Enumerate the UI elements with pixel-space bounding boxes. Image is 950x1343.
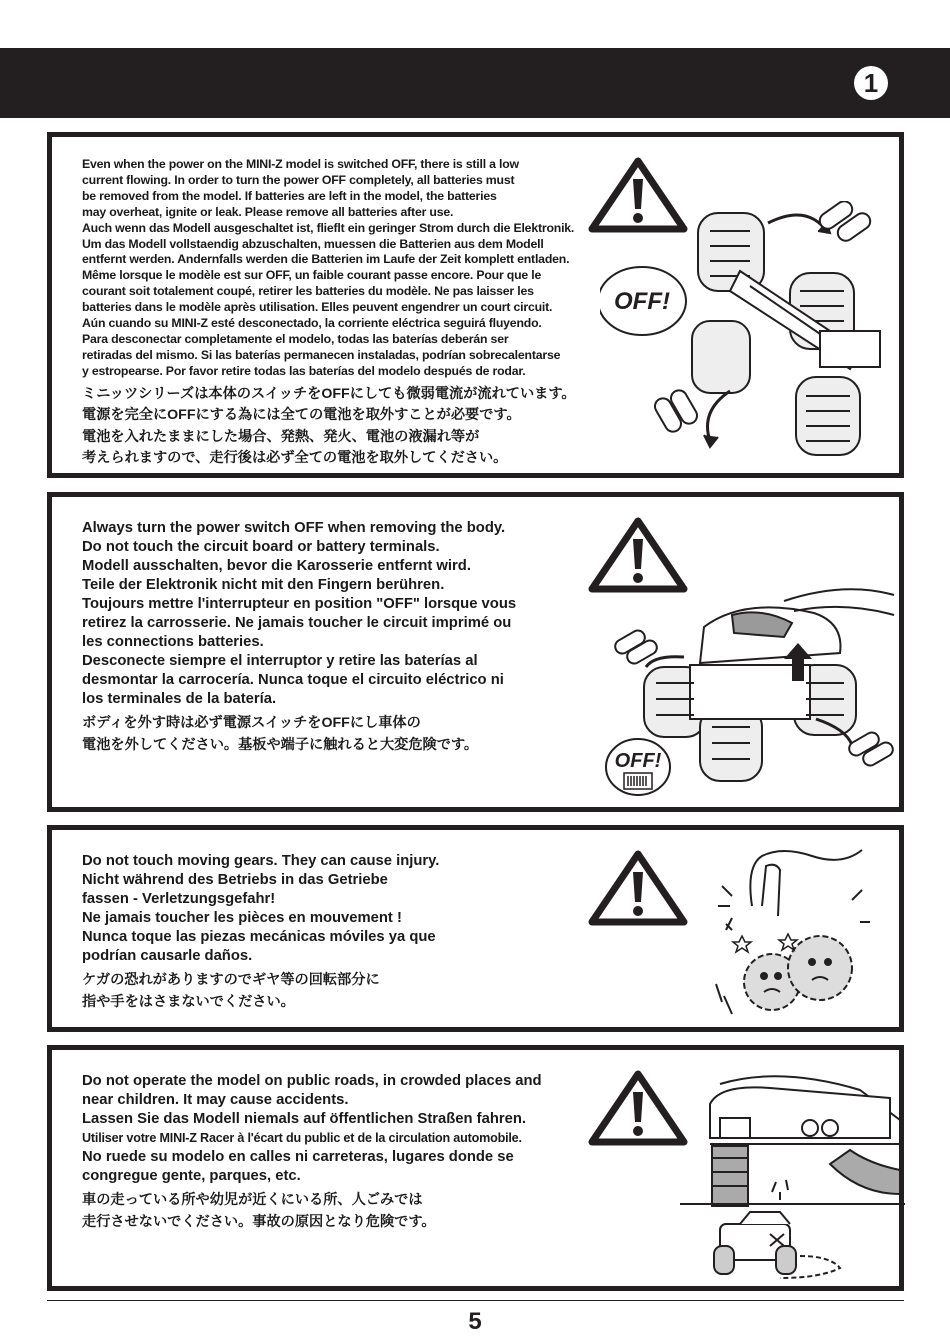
paragraph-english: Even when the power on the MINI-Z model is switched OFF, there is still a low current flowing. In order to turn the power OFF completely, all batteries must be removed from the model. If batteries are left in the model, the batteries may overheat, ignite or leak. Please remove all batteries after use.: [82, 157, 519, 219]
paragraph-spanish: No ruede su modelo en calles ni carreteras, lugares donde se congregue gente, parques, etc.: [82, 1149, 514, 1184]
panel-text: [82, 157, 622, 470]
page-number: 5: [468, 1308, 482, 1335]
paragraph-japanese: ボディを外す時は必ず電源スイッチをOFFにし車体の 電池を外してください。基板や端子に触れると大変危険です。: [82, 715, 479, 753]
paragraph-english: Do not touch moving gears. They can cause injury.: [82, 853, 440, 869]
paragraph-spanish: Aún cuando su MINI-Z esté desconectado, la corriente eléctrica seguirá fluyendo. Para desconectar completamente el modelo, todas las baterías deberán ser retiradas del mismo. Si las baterías permanecen instaladas, podrían sobrecalentarse y estropearse. Por favor retire todas las baterías del modelo después de rodar.: [82, 316, 561, 378]
paragraph-english: Always turn the power switch OFF when removing the body. Do not touch the circuit board or battery terminals.: [82, 520, 506, 555]
hand-removing-body-illustration: [604, 587, 904, 802]
warning-triangle-icon: [586, 848, 690, 928]
header-bar: [0, 48, 950, 118]
paragraph-german: Lassen Sie das Modell niemals auf öffentlichen Straßen fahren.: [82, 1111, 527, 1127]
finger-gears-illustration: [712, 846, 872, 1026]
paragraph-japanese: ケガの恐れがありますのでギヤ等の回転部分に 指や手をはさまないでください。: [82, 972, 380, 1010]
warning-triangle-icon: [586, 1068, 690, 1148]
paragraph-spanish: Desconecte siempre el interruptor y retire las baterías al desmontar la carrocería. Nunca toque el circuito eléctrico ni los terminales de la batería.: [82, 653, 504, 707]
monster-truck-chassis-illustration: [600, 201, 900, 471]
paragraph-french: Ne jamais toucher les pièces en mouvement !: [82, 910, 402, 926]
paragraph-spanish: Nunca toque las piezas mecánicas móviles ya que podrían causarle daños.: [82, 929, 436, 964]
paragraph-french: Toujours mettre l'interrupteur en position "OFF" lorsque vous retirez la carrosserie. Ne jamais toucher le circuit imprimé ou les connections batteries.: [82, 596, 517, 650]
paragraph-german: Modell ausschalten, bevor die Karosserie entfernt wird. Teile der Elektronik nicht mit den Fingern berühren.: [82, 558, 471, 593]
warning-panel-body-removal: [47, 492, 904, 812]
paragraph-french: Même lorsque le modèle est sur OFF, un faible courant passe encore. Pour que le courant soit totalement coupé, retirer les batteries du modèle. Ne pas laisser les batteries dans le modèle après utilisation. Elles peuvent engendrer un court circuit.: [82, 268, 553, 315]
paragraph-english: Do not operate the model on public roads, in crowded places and near children. It may cause accidents.: [82, 1073, 542, 1108]
warning-triangle-icon: [586, 515, 690, 595]
off-label: OFF!: [614, 750, 662, 772]
off-label: OFF!: [614, 288, 670, 315]
panel-text: [82, 519, 602, 756]
step-number-badge: 1: [854, 66, 888, 100]
warning-panel-public-roads: [47, 1045, 904, 1291]
footer-rule: [47, 1300, 904, 1301]
panel-text: [82, 1072, 602, 1233]
panel-text: [82, 852, 602, 1013]
warning-panel-battery-removal: [47, 132, 904, 478]
paragraph-japanese: ミニッツシリーズは本体のスイッチをOFFにしても微弱電流が流れています。 電源を完全にOFFにする為には全ての電池を取外すことが必要です。 電池を入れたままにした場合、発熱、発火、電池の液漏れ等が 考えられますので、走行後は必ず全ての電池を取外してください。: [82, 385, 576, 467]
warning-panel-moving-gears: [47, 825, 904, 1032]
paragraph-german: Auch wenn das Modell ausgeschaltet ist, flieflt ein geringer Strom durch die Elektronik. Um das Modell vollstaendig abzuschalten, muessen die Batterien aus dem Modell entfernt werden. Andernfalls werden die Batterien im Laufe der Zeit komplett entladen.: [82, 220, 575, 267]
paragraph-german: Nicht während des Betriebs in das Getriebe fassen - Verletzungsgefahr!: [82, 872, 388, 907]
paragraph-japanese: 車の走っている所や幼児が近くにいる所、人ごみでは 走行させないでください。事故の原因となり危険です。: [82, 1192, 436, 1230]
car-and-model-on-road-illustration: [680, 1064, 905, 1286]
paragraph-french: Utiliser votre MINI-Z Racer à l'écart du public et de la circulation automobile.: [82, 1131, 522, 1145]
